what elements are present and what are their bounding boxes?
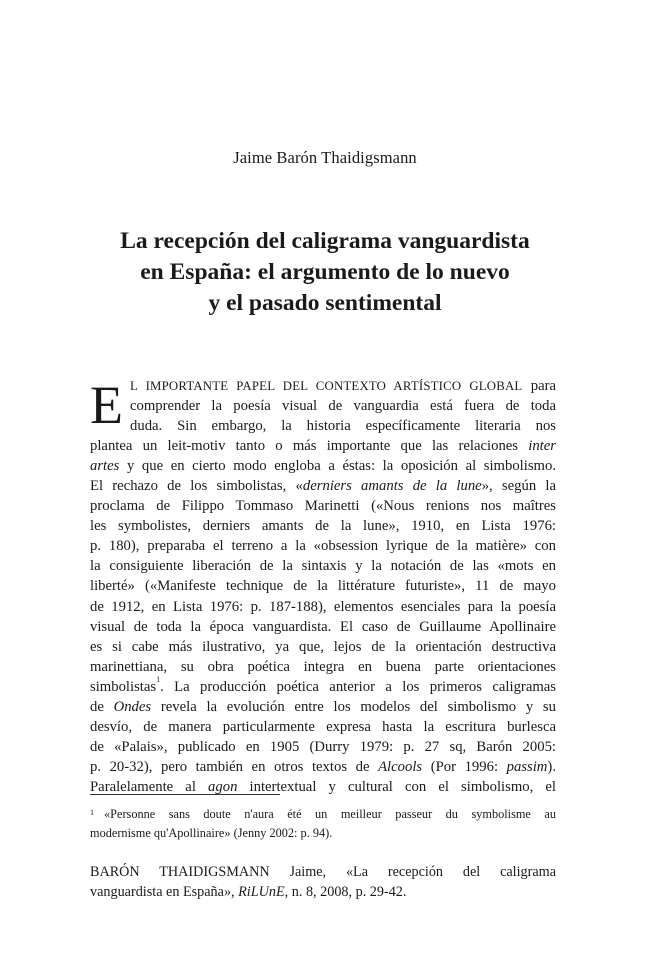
text-fragment: de	[90, 698, 114, 715]
title-line: en España: el argumento de lo nuevo	[140, 259, 510, 285]
italic-text: artes	[90, 458, 120, 475]
text-line: les symbolistes, derniers amants de la lune», 1910, en Lista 1976:	[90, 518, 556, 535]
footnote-divider	[90, 794, 280, 795]
citation	[90, 862, 556, 902]
title-line: La recepción del caligrama vanguardista	[120, 228, 530, 254]
footnote-marker: 1	[90, 808, 94, 817]
text-line: proclama de Filippo Tommaso Marinetti («Nous renions nos maîtres	[90, 498, 556, 515]
text-line	[90, 376, 556, 396]
citation-line: BARÓN THAIDIGSMANN Jaime, «La recepción del caligrama	[90, 864, 556, 880]
footnote-text: «Personne sans doute n'aura été un meilleur passeur du symbolisme au	[104, 807, 556, 821]
text-fragment: Paralelamente al	[90, 778, 209, 795]
text-fragment: simbolistas	[90, 678, 157, 695]
small-caps-opening: L IMPORTANTE PAPEL DEL CONTEXTO ARTÍSTICO GLOBAL	[130, 379, 523, 393]
text-line: de «Palais», publicado en 1905 (Durry 1979: p. 27 sq, Barón 2005:	[90, 738, 556, 755]
text-line	[90, 476, 556, 496]
article-title	[80, 226, 570, 319]
italic-text: inter	[528, 438, 556, 455]
footnote-reference[interactable]: 1	[156, 674, 161, 684]
text-fragment: . La producción poética anterior a los primeros caligramas	[160, 678, 556, 695]
text-line	[90, 674, 556, 697]
italic-text: Ondes	[113, 698, 152, 715]
footnote-line	[90, 805, 556, 824]
text-fragment: intertextual y cultural con el simbolismo, el	[237, 778, 556, 795]
italic-text: derniers amants de la lune	[302, 478, 482, 495]
text-line: comprender la poesía visual de vanguardia está fuera de toda	[130, 398, 556, 415]
italic-text: agon	[208, 778, 238, 795]
text-fragment: p. 20-32), pero también en otros textos de	[90, 758, 379, 775]
text-fragment: (Por 1996:	[422, 758, 507, 775]
text-line: de 1912, en Lista 1976: p. 187-188), elementos esenciales para la poesía	[90, 598, 556, 615]
text-line: duda. Sin embargo, la historia específicamente literaria nos	[130, 418, 556, 435]
text-line	[90, 697, 556, 717]
text-fragment: revela la evolución entre los modelos del simbolismo y su	[151, 698, 556, 715]
text-line: desvío, de manera particularmente expresa hasta la escritura burlesca	[90, 718, 556, 735]
text-fragment: para	[522, 378, 556, 394]
text-line: visual de toda la época vanguardista. El caso de Guillaume Apollinaire	[90, 618, 556, 635]
citation-line	[90, 882, 556, 902]
author-name: Jaime Barón Thaidigsmann	[233, 148, 417, 167]
text-fragment: ).	[547, 758, 556, 775]
text-line	[90, 436, 556, 456]
text-fragment: El rechazo de los simbolistas, «	[90, 478, 303, 495]
italic-text: passim	[506, 758, 548, 775]
text-line	[90, 456, 556, 476]
drop-cap: E	[90, 375, 123, 435]
footnote	[90, 805, 556, 843]
text-line: la consiguiente liberación de la sintaxis y la notación de las «mots en	[90, 558, 556, 575]
text-fragment: plantea un leit-motiv tanto o más importante que las relaciones	[90, 438, 529, 455]
footnote-line: modernisme qu'Apollinaire» (Jenny 2002: p. 94).	[90, 826, 333, 840]
journal-name: RiLUnE	[238, 884, 285, 900]
text-fragment: », según la	[481, 478, 557, 495]
citation-text: vanguardista en España»,	[90, 884, 239, 900]
citation-text: , n. 8, 2008, p. 29-42.	[284, 884, 407, 900]
text-fragment: y que en cierto modo engloba a éstas: la oposición al simbolismo.	[119, 458, 556, 475]
text-line: marinettiana, su obra poética integra en buena parte orientaciones	[90, 658, 556, 675]
text-line: es si cabe más ilustrativo, ya que, lejos de la orientación destructiva	[90, 638, 556, 655]
text-line: liberté» («Manifeste technique de la littérature futuriste», 11 de mayo	[90, 578, 556, 595]
body-text	[90, 376, 556, 797]
text-line: p. 180), preparaba el terreno a la «obsession lyrique de la matière» con	[90, 538, 556, 555]
italic-text: Alcools	[378, 758, 423, 775]
text-line	[90, 757, 556, 777]
title-line: y el pasado sentimental	[208, 290, 442, 316]
